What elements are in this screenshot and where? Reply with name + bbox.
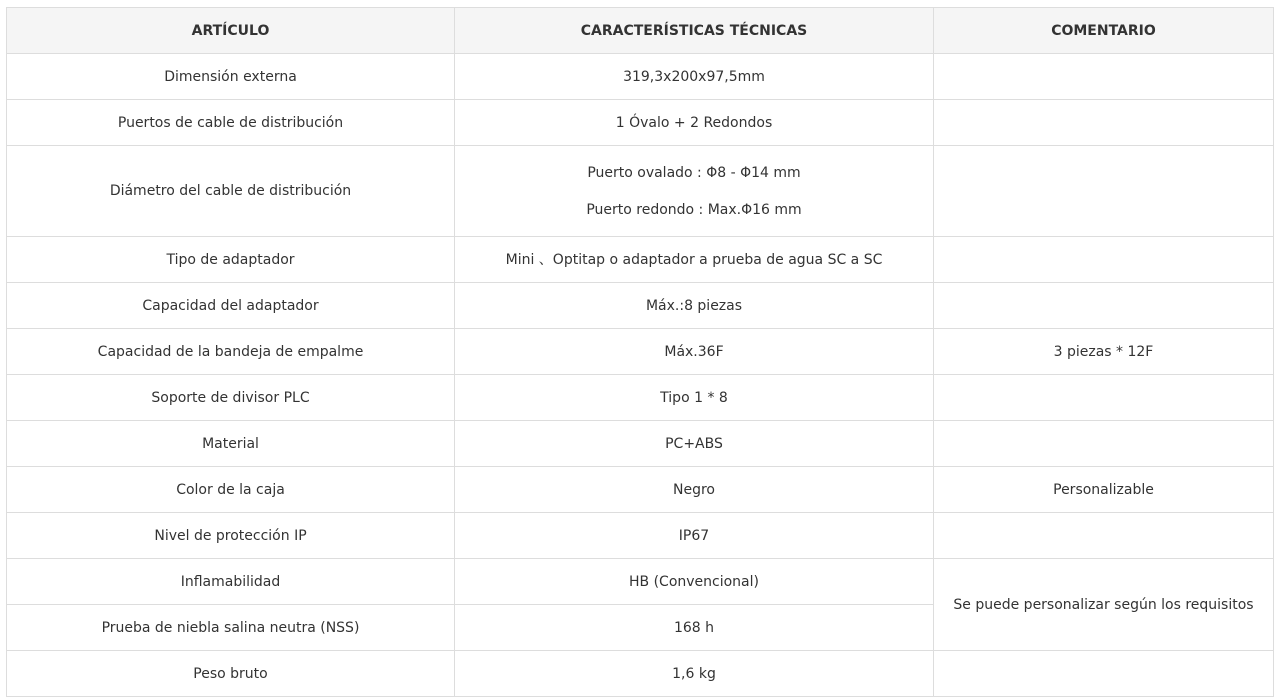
item-cell: Capacidad de la bandeja de empalme [7, 329, 455, 375]
comment-cell [934, 421, 1274, 467]
comment-cell [934, 375, 1274, 421]
spec-cell: 1,6 kg [455, 651, 934, 697]
item-cell: Capacidad del adaptador [7, 283, 455, 329]
comment-cell [934, 54, 1274, 100]
header-item: ARTÍCULO [7, 8, 455, 54]
table-row [7, 329, 1274, 375]
table-row [7, 100, 1274, 146]
table-row [7, 375, 1274, 421]
item-cell: Color de la caja [7, 467, 455, 513]
item-cell: Tipo de adaptador [7, 237, 455, 283]
comment-cell: 3 piezas * 12F [934, 329, 1274, 375]
item-cell: Diámetro del cable de distribución [7, 146, 455, 237]
item-cell: Puertos de cable de distribución [7, 100, 455, 146]
spec-line: Puerto ovalado : Φ8 - Φ14 mm [587, 164, 801, 181]
table-row [7, 651, 1274, 697]
spec-cell: PC+ABS [455, 421, 934, 467]
spec-cell: Tipo 1 * 8 [455, 375, 934, 421]
spec-cell: 1 Óvalo + 2 Redondos [455, 100, 934, 146]
spec-cell: HB (Convencional) [455, 559, 934, 605]
spec-cell: IP67 [455, 513, 934, 559]
spec-cell: Máx.:8 piezas [455, 283, 934, 329]
spec-cell [455, 146, 934, 237]
spec-cell: 168 h [455, 605, 934, 651]
item-cell: Soporte de divisor PLC [7, 375, 455, 421]
comment-cell: Personalizable [934, 467, 1274, 513]
spec-cell: Mini 、Optitap o adaptador a prueba de agua SC a SC [455, 237, 934, 283]
table-row [7, 146, 1274, 237]
table-row [7, 283, 1274, 329]
table-row [7, 559, 1274, 605]
comment-cell [934, 237, 1274, 283]
header-specs: CARACTERÍSTICAS TÉCNICAS [455, 8, 934, 54]
table-row [7, 54, 1274, 100]
item-cell: Prueba de niebla salina neutra (NSS) [7, 605, 455, 651]
comment-cell [934, 651, 1274, 697]
spec-line: Puerto redondo : Max.Φ16 mm [586, 201, 802, 218]
spec-cell: Máx.36F [455, 329, 934, 375]
comment-cell [934, 100, 1274, 146]
table-row [7, 467, 1274, 513]
spec-table [6, 7, 1274, 697]
table-row [7, 237, 1274, 283]
header-comment: COMENTARIO [934, 8, 1274, 54]
item-cell: Peso bruto [7, 651, 455, 697]
comment-cell-merged: Se puede personalizar según los requisitos [934, 559, 1274, 651]
table-row [7, 513, 1274, 559]
header-row [7, 8, 1274, 54]
comment-cell [934, 513, 1274, 559]
item-cell: Nivel de protección IP [7, 513, 455, 559]
comment-cell [934, 146, 1274, 237]
comment-cell [934, 283, 1274, 329]
spec-cell: Negro [455, 467, 934, 513]
item-cell: Dimensión externa [7, 54, 455, 100]
table-row [7, 421, 1274, 467]
item-cell: Inflamabilidad [7, 559, 455, 605]
item-cell: Material [7, 421, 455, 467]
spec-cell: 319,3x200x97,5mm [455, 54, 934, 100]
